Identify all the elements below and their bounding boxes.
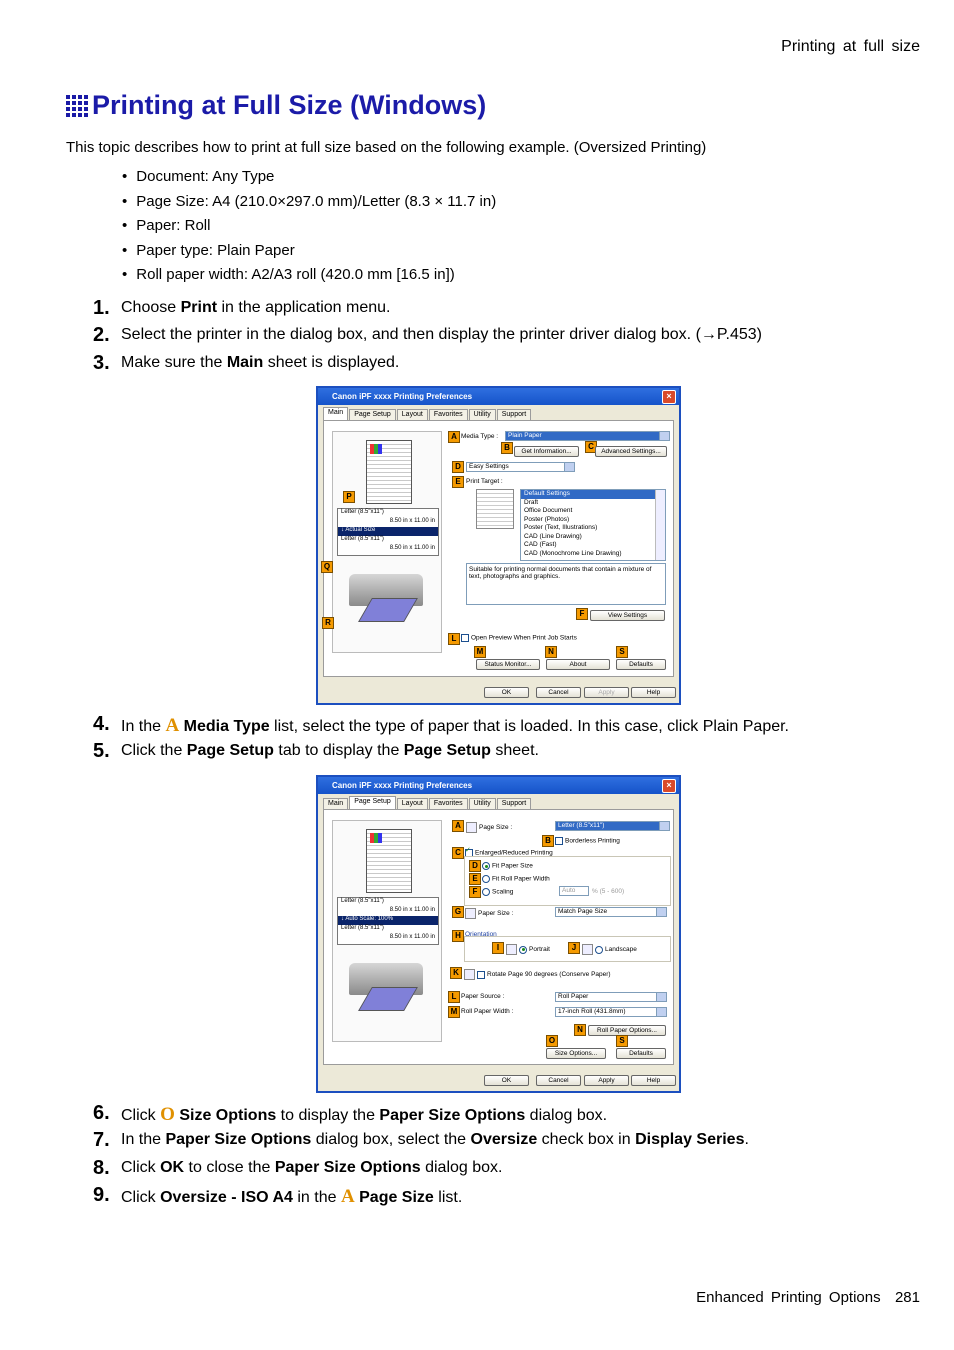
fit-paper-size-radio[interactable]: Fit Paper Size [482, 862, 533, 870]
list-item[interactable]: Default Settings [521, 490, 665, 499]
defaults-button[interactable]: Defaults [616, 659, 666, 670]
list-item: • Page Size: A4 (210.0×297.0 mm)/Letter (8.3 × 11.7 in) [122, 193, 496, 218]
open-preview-checkbox[interactable]: Open Preview When Print Job Starts [461, 634, 577, 642]
list-item[interactable]: Office Document [524, 507, 573, 514]
page-size-select[interactable]: Letter (8.5"x11") [555, 821, 670, 831]
tab-bar [323, 798, 532, 809]
ok-button[interactable]: OK [484, 1075, 529, 1086]
label-g: G [452, 906, 464, 918]
tab-bar [323, 409, 532, 420]
preview-pane [332, 820, 442, 1042]
label-e: E [452, 476, 464, 488]
ok-button[interactable]: OK [484, 687, 529, 698]
tab-page-setup[interactable]: Page Setup [349, 796, 396, 809]
paper-size-select[interactable]: Match Page Size [555, 907, 667, 917]
label-m: M [448, 1006, 460, 1018]
list-item: • Document: Any Type [122, 168, 496, 193]
status-monitor-button[interactable]: Status Monitor... [476, 659, 540, 670]
help-button[interactable]: Help [631, 687, 676, 698]
chevron-down-icon [656, 993, 666, 1001]
label-l: L [448, 633, 460, 645]
label-o: O [546, 1035, 558, 1047]
intro-text: This topic describes how to print at full size based on the following example. (Oversized Printing) [66, 139, 707, 156]
step-5: 5. Click the Page Setup tab to display the Page Setup sheet. [93, 740, 539, 762]
label-j: J [568, 942, 580, 954]
printer-illustration [343, 568, 433, 630]
printing-preferences-main-dialog [316, 386, 681, 705]
view-settings-button[interactable]: View Settings [590, 610, 665, 621]
list-item: • Roll paper width: A2/A3 roll (420.0 mm [16.5 in]) [122, 266, 496, 291]
label-e: E [469, 873, 481, 885]
paper-source-label: Paper Source : [461, 993, 505, 1000]
roll-width-label: Roll Paper Width : [461, 1008, 514, 1015]
defaults-button[interactable]: Defaults [616, 1048, 666, 1059]
step-9: 9. Click Oversize - ISO A4 in the A Page Size list. [93, 1184, 463, 1207]
paper-source-select[interactable]: Roll Paper [555, 992, 667, 1002]
scaling-input[interactable]: Auto [559, 886, 589, 896]
label-a: A [448, 431, 460, 443]
label-f: F [469, 886, 481, 898]
help-button[interactable]: Help [631, 1075, 676, 1086]
roll-paper-options-button[interactable]: Roll Paper Options... [588, 1025, 666, 1036]
apply-button[interactable]: Apply [584, 1075, 629, 1086]
page-number: 281 [894, 1289, 920, 1306]
fit-roll-width-radio[interactable]: Fit Roll Paper Width [482, 875, 550, 883]
landscape-radio[interactable]: Landscape [582, 944, 637, 955]
borderless-checkbox[interactable]: Borderless Printing [555, 837, 620, 845]
list-item[interactable]: Poster (Photos) [524, 515, 570, 523]
step-4: 4. In the A Media Type list, select the type of paper that is loaded. In this case, click Plain Paper. [93, 713, 789, 736]
label-b: B [501, 442, 513, 454]
tab-layout[interactable]: Layout [397, 409, 428, 420]
list-item: • Paper type: Plain Paper [122, 242, 496, 267]
advanced-settings-button[interactable]: Advanced Settings... [595, 446, 667, 457]
page-setup-sheet [323, 809, 674, 1065]
tab-page-setup[interactable]: Page Setup [349, 409, 396, 420]
tab-main[interactable]: Main [323, 407, 348, 420]
close-icon[interactable]: × [662, 390, 676, 404]
step-8: 8. Click OK to close the Paper Size Options dialog box. [93, 1157, 503, 1179]
list-item[interactable]: CAD (Fast) [524, 541, 557, 548]
running-header: Printing at full size [781, 38, 920, 55]
dialog-titlebar: Canon iPF xxxx Printing Preferences × [318, 388, 679, 405]
label-h: H [452, 930, 464, 942]
label-a: A [452, 820, 464, 832]
cancel-button[interactable]: Cancel [536, 687, 581, 698]
mode-select[interactable]: Easy Settings [466, 462, 575, 472]
rotate-page-checkbox[interactable]: Rotate Page 90 degrees (Conserve Paper) [464, 969, 611, 980]
list-item: • Paper: Roll [122, 217, 496, 242]
step-6: 6. Click O Size Options to display the Paper Size Options dialog box. [93, 1102, 608, 1125]
orientation-heading: Orientation [465, 931, 497, 938]
portrait-icon [506, 944, 517, 955]
tab-utility[interactable]: Utility [469, 798, 496, 809]
chevron-down-icon [659, 432, 669, 440]
paper-icon [465, 908, 476, 919]
chevron-down-icon [656, 1008, 666, 1016]
label-c: C [585, 441, 597, 453]
label-n: N [545, 646, 557, 658]
chevron-down-icon [656, 908, 666, 916]
arrow-down-icon: ↓ [341, 916, 346, 922]
label-b: B [542, 835, 554, 847]
label-q: Q [321, 561, 333, 573]
step-2: 2. Select the printer in the dialog box, and then display the printer driver dialog box. (→P.453) [93, 324, 762, 346]
label-c: C [452, 847, 464, 859]
enlarged-reduced-checkbox[interactable]: ✓ Enlarged/Reduced Printing [465, 849, 553, 857]
list-item[interactable]: CAD (Monochrome Line Drawing) [524, 549, 622, 557]
label-m: M [474, 646, 486, 658]
tab-favorites[interactable]: Favorites [429, 409, 468, 420]
list-item[interactable]: Poster (Text, Illustrations) [524, 524, 598, 531]
label-f: F [576, 608, 588, 620]
target-thumbnail [476, 489, 514, 529]
page-icon [466, 822, 477, 833]
paper-size-label: Paper Size : [465, 908, 513, 919]
tab-favorites[interactable]: Favorites [429, 798, 468, 809]
scaling-radio[interactable]: Scaling [482, 888, 513, 896]
apply-button[interactable]: Apply [584, 687, 629, 698]
printing-preferences-page-setup-dialog [316, 775, 681, 1093]
cancel-button[interactable]: Cancel [536, 1075, 581, 1086]
main-sheet [323, 420, 674, 677]
list-item[interactable]: CAD (Line Drawing) [524, 532, 582, 540]
media-type-select[interactable]: Plain Paper [505, 431, 670, 441]
size-options-button[interactable]: Size Options... [546, 1048, 606, 1059]
label-s: S [616, 1035, 628, 1047]
example-list [122, 168, 496, 291]
label-r: R [322, 617, 334, 629]
label-n: N [574, 1024, 586, 1036]
tab-support[interactable]: Support [497, 409, 532, 420]
preview-pane [332, 431, 442, 653]
print-target-list[interactable] [520, 489, 666, 561]
get-information-button[interactable]: Get Information... [514, 446, 579, 457]
arrow-down-icon: ↓ [341, 527, 346, 533]
label-s: S [616, 646, 628, 658]
size-info-box: Letter (8.5"x11") 8.50 in x 11.00 in ↓ Actual Size Letter (8.5"x11") 8.50 in x 11.00 in [337, 508, 439, 556]
close-icon[interactable]: × [662, 779, 676, 793]
chevron-down-icon [659, 822, 669, 830]
label-i: I [492, 942, 504, 954]
size-info-box: Letter (8.5"x11") 8.50 in x 11.00 in ↓ Auto Scale: 100% Letter (8.5"x11") 8.50 in x 11.00 in [337, 897, 439, 945]
print-target-label: Print Target : [466, 478, 503, 485]
label-d: D [469, 860, 481, 872]
scaling-range: % (5 - 600) [592, 888, 625, 895]
tab-main[interactable]: Main [323, 798, 348, 809]
label-k: K [450, 967, 462, 979]
about-button[interactable]: About [546, 659, 610, 670]
rotate-icon [464, 969, 475, 980]
roll-width-select[interactable]: 17-inch Roll (431.8mm) [555, 1007, 667, 1017]
page-size-label: Page Size : [466, 822, 512, 833]
label-l: L [448, 991, 460, 1003]
label-d: D [452, 461, 464, 473]
printer-illustration [343, 957, 433, 1019]
document-preview [366, 440, 412, 504]
list-item[interactable]: Draft [524, 498, 539, 506]
description-box: Suitable for printing normal documents that contain a mixture of text, photographs and graphics. [466, 563, 666, 605]
title-block [66, 90, 486, 121]
page-footer [696, 1289, 920, 1306]
dialog-titlebar: Canon iPF xxxx Printing Preferences × [318, 777, 679, 794]
label-p: P [343, 491, 355, 503]
page-title: Printing at Full Size (Windows) [92, 90, 487, 120]
portrait-radio[interactable]: Portrait [506, 944, 550, 955]
media-type-label: Media Type : [461, 433, 499, 440]
tab-layout[interactable]: Layout [397, 798, 428, 809]
footer-section: Enhanced Printing Options [696, 1289, 881, 1306]
document-preview [366, 829, 412, 893]
tab-support[interactable]: Support [497, 798, 532, 809]
scrollbar[interactable] [655, 490, 665, 560]
grid-icon [66, 95, 88, 117]
step-1: 1. Choose Print in the application menu. [93, 297, 391, 319]
step-7: 7. In the Paper Size Options dialog box, select the Oversize check box in Display Series. [93, 1129, 749, 1151]
tab-utility[interactable]: Utility [469, 409, 496, 420]
chevron-down-icon [564, 463, 574, 471]
step-3: 3. Make sure the Main sheet is displayed. [93, 352, 400, 374]
landscape-icon [582, 944, 593, 955]
